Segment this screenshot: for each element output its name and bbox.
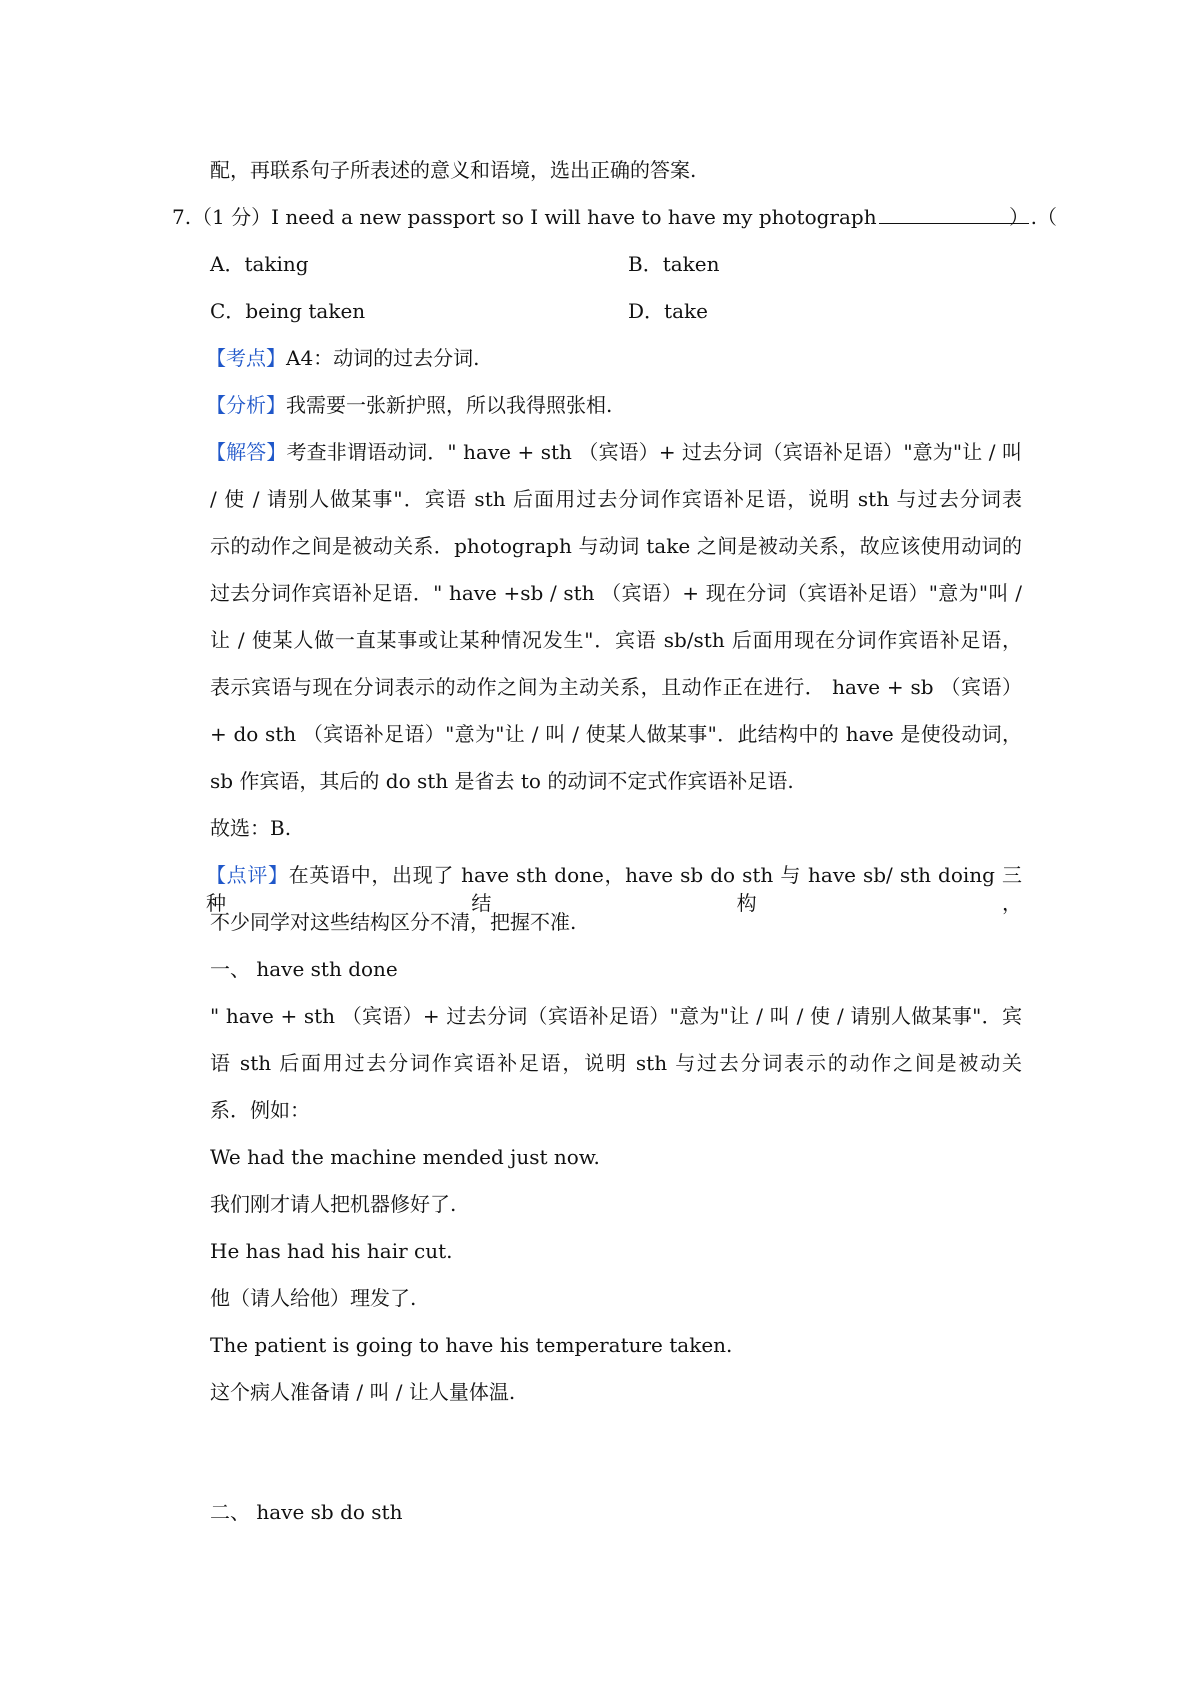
example-3: The patient is going to have his temperature taken. bbox=[210, 1333, 733, 1357]
option-d bbox=[628, 297, 708, 325]
jieda-label: 【解答】 bbox=[206, 440, 287, 464]
question-after-blank: .（ bbox=[1030, 205, 1057, 229]
question-stem bbox=[192, 203, 1057, 231]
example-2-translation: 他（请人给他）理发了. bbox=[210, 1286, 417, 1310]
example-1-translation: 我们刚才请人把机器修好了. bbox=[210, 1192, 457, 1216]
option-b-text: taken bbox=[662, 252, 720, 276]
example-3-translation: 这个病人准备请 / 叫 / 让人量体温. bbox=[210, 1380, 516, 1404]
example-1: We had the machine mended just now. bbox=[210, 1145, 600, 1169]
option-c-letter: C． bbox=[210, 299, 246, 323]
dianping-label: 【点评】 bbox=[206, 863, 289, 887]
option-d-letter: D． bbox=[628, 299, 665, 323]
kaodian-label: 【考点】 bbox=[206, 346, 286, 370]
fenxi-text: 我需要一张新护照，所以我得照张相. bbox=[286, 393, 613, 417]
question-number: 7. bbox=[172, 205, 192, 229]
option-b bbox=[628, 250, 720, 278]
section2-heading: 二、 have sb do sth bbox=[210, 1500, 403, 1524]
option-a-text: taking bbox=[244, 252, 309, 276]
fenxi-line bbox=[206, 391, 1018, 419]
jieda-line-1 bbox=[206, 438, 1022, 466]
section1-heading: 一、 have sth done bbox=[210, 957, 398, 981]
jieda-text-1: 考查非谓语动词．" have + sth （宾语）+ 过去分词（宾语补足语）"意为"让 / 叫 bbox=[286, 440, 1022, 464]
option-c-text: being taken bbox=[245, 299, 366, 323]
jieda-line-8: sb 作宾语，其后的 do sth 是省去 to 的动词不定式作宾语补足语. bbox=[210, 769, 794, 793]
section1-desc-1: " have + sth （宾语）+ 过去分词（宾语补足语）"意为"让 / 叫 / 使 / 请别人做某事"．宾 bbox=[210, 1004, 1022, 1028]
question-stem-text: I need a new passport so I will have to have my photograph bbox=[271, 205, 877, 229]
jieda-line-2: / 使 / 请别人做某事"．宾语 sth 后面用过去分词作宾语补足语，说明 sth 与过去分词表 bbox=[210, 487, 1022, 511]
answer-blank bbox=[879, 203, 1029, 224]
option-b-letter: B． bbox=[628, 252, 663, 276]
dianping-text-1: 在英语中，出现了 have sth done，have sb do sth 与 have sb/ sth doing 三种结构， bbox=[206, 863, 1022, 915]
jieda-line-4: 过去分词作宾语补足语．" have +sb / sth （宾语）+ 现在分词（宾语补足语）"意为"叫 / bbox=[210, 581, 1022, 605]
section1-desc-3: 系．例如： bbox=[210, 1098, 310, 1122]
option-a-letter: A． bbox=[210, 252, 245, 276]
jieda-line-6: 表示宾语与现在分词表示的动作之间为主动关系，且动作正在进行． have + sb （宾语） bbox=[210, 675, 1022, 699]
jieda-answer: 故选：B. bbox=[210, 816, 292, 840]
option-a bbox=[210, 250, 309, 278]
fenxi-label: 【分析】 bbox=[206, 393, 286, 417]
dianping-line-2: 不少同学对这些结构区分不清，把握不准. bbox=[210, 910, 577, 934]
example-2: He has had his hair cut. bbox=[210, 1239, 453, 1263]
option-d-text: take bbox=[664, 299, 708, 323]
jieda-line-7: + do sth （宾语补足语）"意为"让 / 叫 / 使某人做某事"．此结构中的 have 是使役动词， bbox=[210, 722, 1022, 746]
question-close-paren: ） bbox=[1009, 205, 1029, 229]
question-points: （1 分） bbox=[192, 205, 272, 229]
jieda-line-3: 示的动作之间是被动关系．photograph 与动词 take 之间是被动关系，故应该使用动词的 bbox=[210, 534, 1022, 558]
option-c bbox=[210, 297, 365, 325]
intro-line: 配，再联系句子所表述的意义和语境，选出正确的答案. bbox=[210, 158, 697, 182]
jieda-line-5: 让 / 使某人做一直某事或让某种情况发生"．宾语 sb/sth 后面用现在分词作宾语补足语， bbox=[210, 628, 1022, 652]
section1-desc-2: 语 sth 后面用过去分词作宾语补足语，说明 sth 与过去分词表示的动作之间是被动关 bbox=[210, 1051, 1022, 1075]
kaodian-text: A4：动词的过去分词. bbox=[286, 346, 480, 370]
kaodian-line bbox=[206, 344, 1018, 372]
